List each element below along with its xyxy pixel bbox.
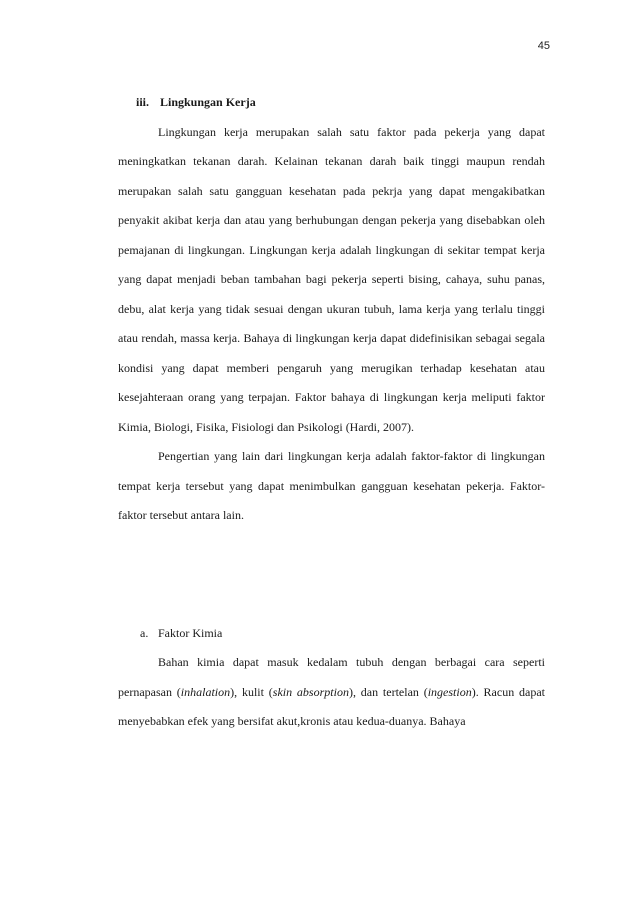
subsection-number: a. <box>140 625 149 640</box>
page-number: 45 <box>537 40 550 52</box>
document-body <box>118 88 545 737</box>
text-run: ). Racun dapat menyebabkan efek yang bersifat akut,kronis atau kedua-duanya. Bahaya <box>118 684 546 728</box>
section-number: iii. <box>136 95 150 109</box>
text-run: Bahan kimia dapat masuk kedalam tubuh dengan berbagai cara seperti pernapasan ( <box>118 655 545 699</box>
subsection-heading <box>118 619 545 649</box>
section-title: Lingkungan Kerja <box>160 95 256 109</box>
term-ingestion: ingestion <box>427 684 472 699</box>
term-skin-absorption: skin absorption <box>272 684 349 699</box>
paragraph: Pengertian yang lain dari lingkungan kerja adalah faktor-faktor di lingkungan tempat kerja tersebut yang dapat menimbulkan gangguan kesehatan pekerja. Faktor-faktor tersebut antara lain. <box>118 449 545 522</box>
paragraph: Lingkungan kerja merupakan salah satu faktor pada pekerja yang dapat meningkatkan tekanan darah. Kelainan tekanan darah baik tinggi maupun rendah merupakan salah satu gangguan kesehatan pada pekrja yang dapat mengakibatkan penyakit akibat kerja dan atau yang berhubungan dengan pekerja yang disebabkan oleh pemajanan di lingkungan. Lingkungan kerja adalah lingkungan di sekitar tempat kerja yang dapat menjadi beban tambahan bagi pekerja seperti bising, cahaya, suhu panas, debu, alat kerja yang tidak sesuai dengan ukuran tubuh, lama kerja yang terlalu tinggi atau rendah, massa kerja. Bahaya di lingkungan kerja dapat didefinisikan sebagai segala kondisi yang dapat memberi pengaruh yang merugikan terhadap kesehatan atau kesejahteraan orang yang terpajan. Faktor bahaya di lingkungan kerja meliputi faktor Kimia, Biologi, Fisika, Fisiologi dan Psikologi (Hardi, 2007). <box>118 124 545 434</box>
term-inhalation: inhalation <box>180 684 231 699</box>
blank-space <box>118 531 545 619</box>
text-run: ), dan tertelan ( <box>348 684 428 699</box>
text-run: ), kulit ( <box>230 684 273 699</box>
subsection-title: Faktor Kimia <box>158 625 223 640</box>
section-heading <box>118 88 545 118</box>
paragraph-faktor-kimia <box>118 648 545 737</box>
